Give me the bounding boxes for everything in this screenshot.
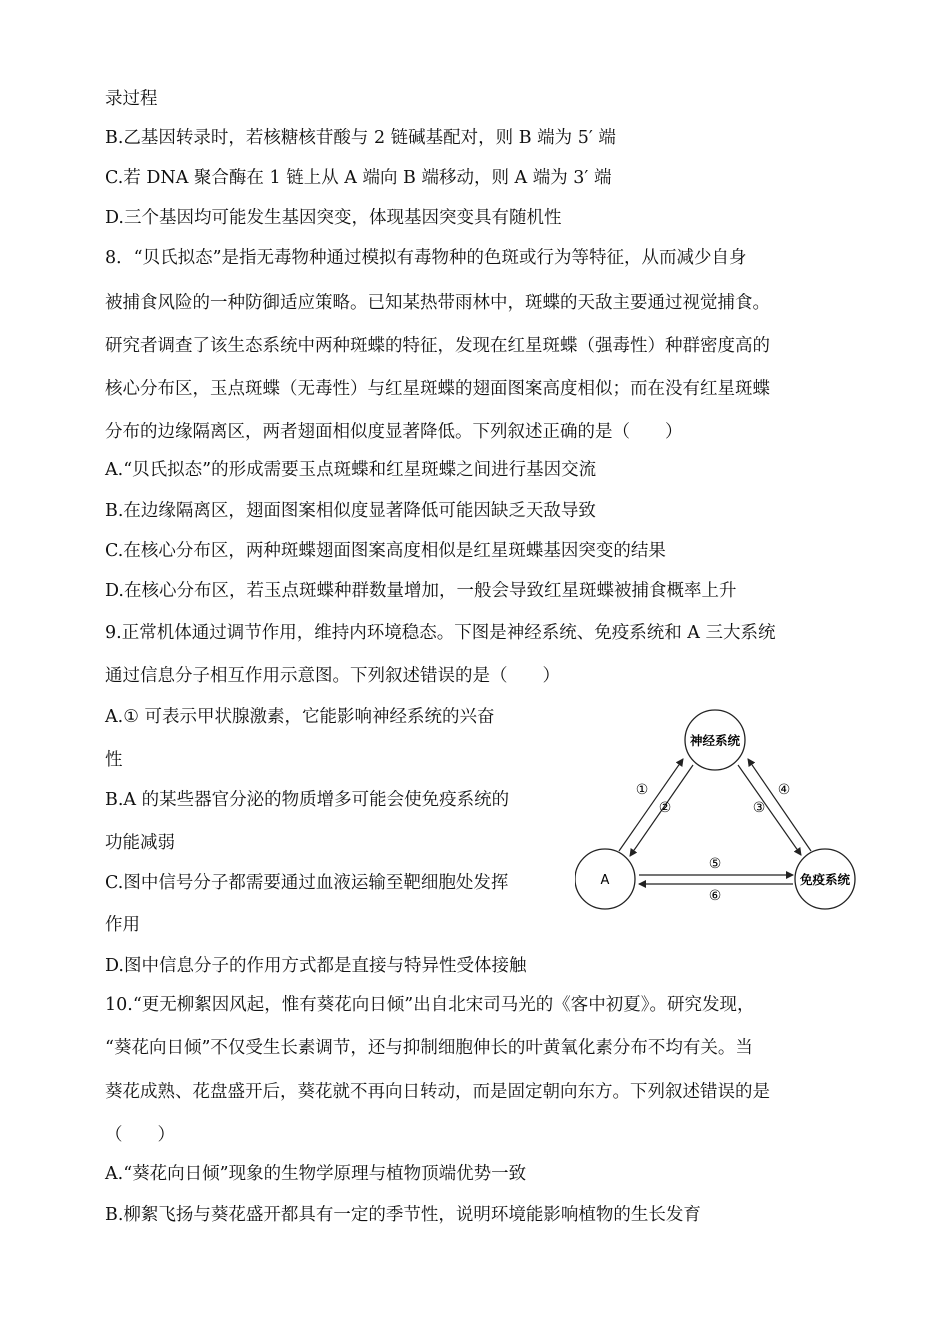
- option-d: D.图中信息分子的作用方式都是直接与特异性受体接触: [105, 956, 527, 976]
- option-b: B.柳絮飞扬与葵花盛开都具有一定的季节性，说明环境能影响植物的生长发育: [105, 1205, 701, 1225]
- arrow-3: [738, 765, 801, 855]
- option-b: B.A 的某些器官分泌的物质增多可能会使免疫系统的: [105, 790, 510, 810]
- text-line: 通过信息分子相互作用示意图。下列叙述错误的是（ ）: [105, 666, 560, 686]
- option-c: C.在核心分布区，两种斑蝶翅面图案高度相似是红星斑蝶基因突变的结果: [105, 541, 666, 561]
- text-line: 研究者调查了该生态系统中两种斑蝶的特征，发现在红星斑蝶（强毒性）种群密度高的: [105, 336, 770, 356]
- text-line: 性: [105, 750, 123, 770]
- option-a: A.“葵花向日倾”现象的生物学原理与植物顶端优势一致: [105, 1164, 527, 1184]
- option-a: A.“贝氏拟态”的形成需要玉点斑蝶和红星斑蝶之间进行基因交流: [105, 460, 597, 480]
- arrow-1: [619, 759, 683, 851]
- arrow-1-label: ①: [635, 782, 649, 798]
- option-d: D.在核心分布区，若玉点斑蝶种群数量增加，一般会导致红星斑蝶被捕食概率上升: [105, 581, 737, 601]
- text-line: B.乙基因转录时，若核糖核苷酸与 2 链碱基配对，则 B 端为 5′ 端: [105, 128, 616, 148]
- text-line: 核心分布区，玉点斑蝶（无毒性）与红星斑蝶的翅面图案高度相似；而在没有红星斑蝶: [105, 379, 770, 399]
- a-system-node: [575, 849, 635, 909]
- question-10-stem: 10.“更无柳絮因风起，惟有葵花向日倾”出自北宋司马光的《客中初夏》。研究发现，: [105, 995, 755, 1015]
- immune-system-label: 免疫系统: [799, 872, 851, 887]
- arrow-5-label: ⑤: [708, 856, 722, 872]
- text-line: 被捕食风险的一种防御适应策略。已知某热带雨林中，斑蝶的天敌主要通过视觉捕食。: [105, 293, 770, 313]
- arrow-4-label: ④: [777, 782, 791, 798]
- a-system-label: A: [600, 873, 610, 888]
- neural-system-node: [685, 710, 745, 770]
- text-line: 分布的边缘隔离区，两者翅面相似度显著降低。下列叙述正确的是（ ）: [105, 422, 683, 442]
- text-line: 葵花成熟、花盘盛开后，葵花就不再向日转动，而是固定朝向东方。下列叙述错误的是: [105, 1082, 770, 1102]
- immune-system-node: [795, 849, 855, 909]
- neural-system-label: 神经系统: [689, 733, 741, 748]
- system-interaction-diagram: [575, 708, 860, 913]
- question-8-stem: 8．“贝氏拟态”是指无毒物种通过模拟有毒物种的色斑或行为等特征，从而减少自身: [105, 248, 747, 268]
- text-line: “葵花向日倾”不仅受生长素调节，还与抑制细胞伸长的叶黄氧化素分布不均有关。当: [105, 1038, 753, 1058]
- text-line: 录过程: [105, 89, 158, 109]
- text-line: C.若 DNA 聚合酶在 1 链上从 A 端向 B 端移动，则 A 端为 3′ 端: [105, 168, 612, 188]
- option-a: A.① 可表示甲状腺激素，它能影响神经系统的兴奋: [105, 707, 495, 727]
- text-line: （ ）: [105, 1125, 175, 1145]
- option-b: B.在边缘隔离区，翅面图案相似度显著降低可能因缺乏天敌导致: [105, 501, 596, 521]
- question-9-stem: 9.正常机体通过调节作用，维持内环境稳态。下图是神经系统、免疫系统和 A 三大系统: [105, 623, 776, 643]
- arrow-6-label: ⑥: [708, 888, 722, 904]
- arrow-3-label: ③: [752, 800, 766, 816]
- text-line: D.三个基因均可能发生基因突变，体现基因突变具有随机性: [105, 208, 562, 228]
- text-line: 功能减弱: [105, 833, 175, 853]
- arrow-2-label: ②: [658, 800, 672, 816]
- option-c: C.图中信号分子都需要通过血液运输至靶细胞处发挥: [105, 873, 509, 893]
- text-line: 作用: [105, 915, 140, 935]
